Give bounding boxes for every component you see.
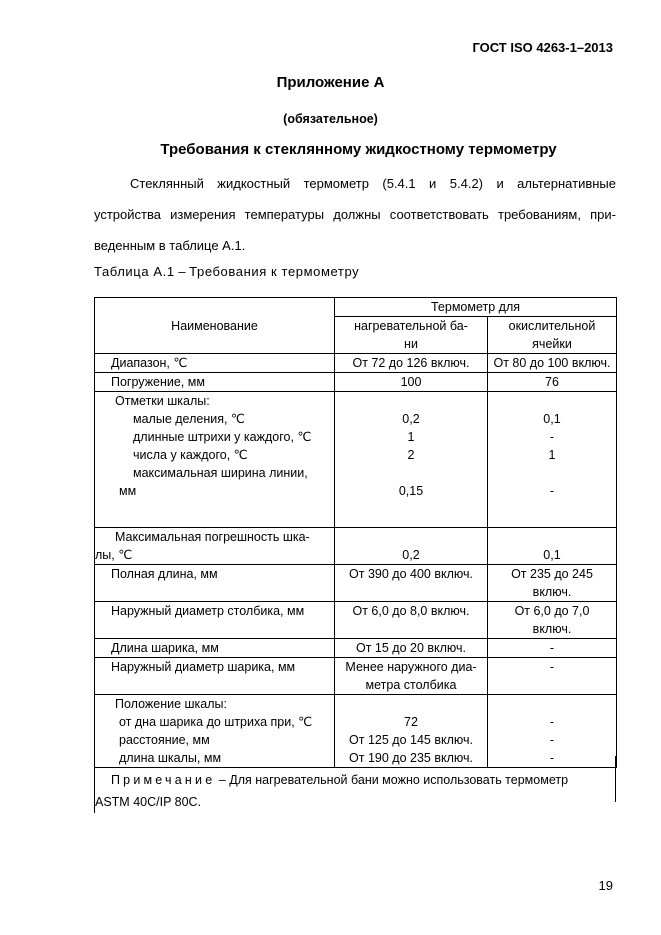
row-bulb-diameter-v1-cell [335,658,488,695]
table-row [95,602,617,639]
intro-line-1: Стеклянный жидкостный термометр (5.4.1 и 5.4.2) и альтернативные [130,176,616,191]
table-note-text: – Для нагревательной бани можно использовать термометр [215,773,569,787]
position-bottom-v2: - [549,715,555,729]
position-distance-v1: От 125 до 145 включ. [349,733,473,747]
table-caption-dash: – [174,264,190,279]
row-error-name-cell [95,528,335,565]
position-bottom-v1: 72 [404,715,418,729]
header-col1-line2: ни [404,337,418,351]
position-scale-length-name: длина шкалы, мм [119,751,222,765]
table-caption-title: Требования к термометру [189,264,360,279]
marks-long-v1: 1 [407,430,415,444]
table-note-line1 [95,769,617,791]
row-immersion-v2: 76 [488,373,617,392]
row-bulb-diameter-v2: - [488,658,617,695]
table-caption [94,264,359,279]
stem-v2-line2: включ. [532,622,572,636]
row-stem-v2-cell [488,602,617,639]
annex-status: (обязательное) [283,112,378,126]
error-name-line1: Максимальная погрешность шка- [115,530,310,544]
row-error-v1-cell [335,528,488,565]
position-scale-length-v1: От 190 до 235 включ. [349,751,473,765]
row-error-v2-cell [488,528,617,565]
marks-minor-v2: 0,1 [543,412,561,426]
row-bulb-length-v2: - [488,639,617,658]
header-group: Термометр для [430,300,521,314]
table-row [95,392,617,528]
row-position-v1-cell [335,695,488,768]
header-group-cell [335,298,617,317]
marks-width-name-line2: мм [119,484,137,498]
row-position-name-cell [95,695,335,768]
row-immersion-v1: 100 [335,373,488,392]
row-bulb-diameter-name: Наружный диаметр шарика, мм [95,658,335,695]
position-scale-length-v2: - [549,751,555,765]
table-row [95,528,617,565]
row-position-v2-cell [488,695,617,768]
intro-paragraph [94,168,616,261]
row-length-name: Полная длина, мм [95,565,335,602]
row-marks-name-cell [95,392,335,528]
marks-numbers-name: числа у каждого, ℃ [133,448,248,462]
marks-width-v1: 0,15 [398,484,424,498]
table-row [95,373,617,392]
row-bulb-length-v1: От 15 до 20 включ. [335,639,488,658]
error-v1: 0,2 [402,548,420,562]
table-note-label: Примечание [111,773,216,787]
annex-title: Требования к стеклянному жидкостному термометру [160,141,557,158]
annex-label: Приложение А [276,74,385,91]
marks-title: Отметки шкалы: [115,394,210,408]
table-caption-number: Таблица А.1 [94,264,175,279]
marks-minor-v1: 0,2 [402,412,420,426]
row-stem-v1: От 6,0 до 8,0 включ. [335,602,488,639]
table-row [95,658,617,695]
table-row [95,695,617,768]
stem-v2-line1: От 6,0 до 7,0 [514,604,590,618]
note-right-border [615,756,616,802]
table-row [95,639,617,658]
header-name: Наименование [171,318,258,333]
row-range-v2: От 80 до 100 включ. [488,354,617,373]
page-number: 19 [598,878,613,893]
bulb-diameter-v1-line2: метра столбика [365,678,457,692]
table-row [95,565,617,602]
position-bottom-name: от дна шарика до штриха при, ℃ [119,715,313,729]
marks-numbers-v2: 1 [548,448,556,462]
row-length-v2-cell [488,565,617,602]
header-name-cell [95,298,335,354]
row-length-v1: От 390 до 400 включ. [335,565,488,602]
bulb-diameter-v1-line1: Менее наружного диа- [345,660,477,674]
header-col2-line1: окислительной [508,319,596,333]
row-marks-v2-cell [488,392,617,528]
requirements-table [94,297,617,813]
row-bulb-length-name: Длина шарика, мм [95,639,335,658]
length-v2-line1: От 235 до 245 [511,567,593,581]
row-immersion-name: Погружение, мм [95,373,335,392]
intro-line-3: веденным в таблице А.1. [94,238,246,253]
header-col1-cell [335,317,488,354]
table-note-row [95,768,617,814]
marks-long-v2: - [549,430,555,444]
marks-minor-name: малые деления, ℃ [133,412,245,426]
marks-width-name-line1: максимальная ширина линии, [133,466,308,480]
error-v2: 0,1 [543,548,561,562]
table-note-line2: ASTM 40C/IP 80C. [95,795,202,809]
position-title: Положение шкалы: [115,697,228,711]
header-col2-line2: ячейки [532,337,572,351]
document-header: ГОСТ ISO 4263-1–2013 [472,40,613,55]
header-col1-line1: нагревательной ба- [354,319,468,333]
row-marks-v1-cell [335,392,488,528]
row-range-name: Диапазон, ℃ [95,354,335,373]
row-stem-name: Наружный диаметр столбика, мм [95,602,335,639]
marks-numbers-v1: 2 [407,448,415,462]
table-note-cell [95,768,617,814]
intro-line-2: устройства измерения температуры должны соответствовать требованиям, при- [94,207,616,222]
length-v2-line2: включ. [532,585,572,599]
position-distance-v2: - [549,733,555,747]
marks-width-v2: - [549,484,555,498]
header-col2-cell [488,317,617,354]
position-distance-name: расстояние, мм [119,733,210,747]
table-header-row [95,298,617,317]
row-range-v1: От 72 до 126 включ. [335,354,488,373]
error-name-line2: лы, ℃ [95,548,133,562]
table-row [95,354,617,373]
marks-long-name: длинные штрихи у каждого, ℃ [133,430,312,444]
